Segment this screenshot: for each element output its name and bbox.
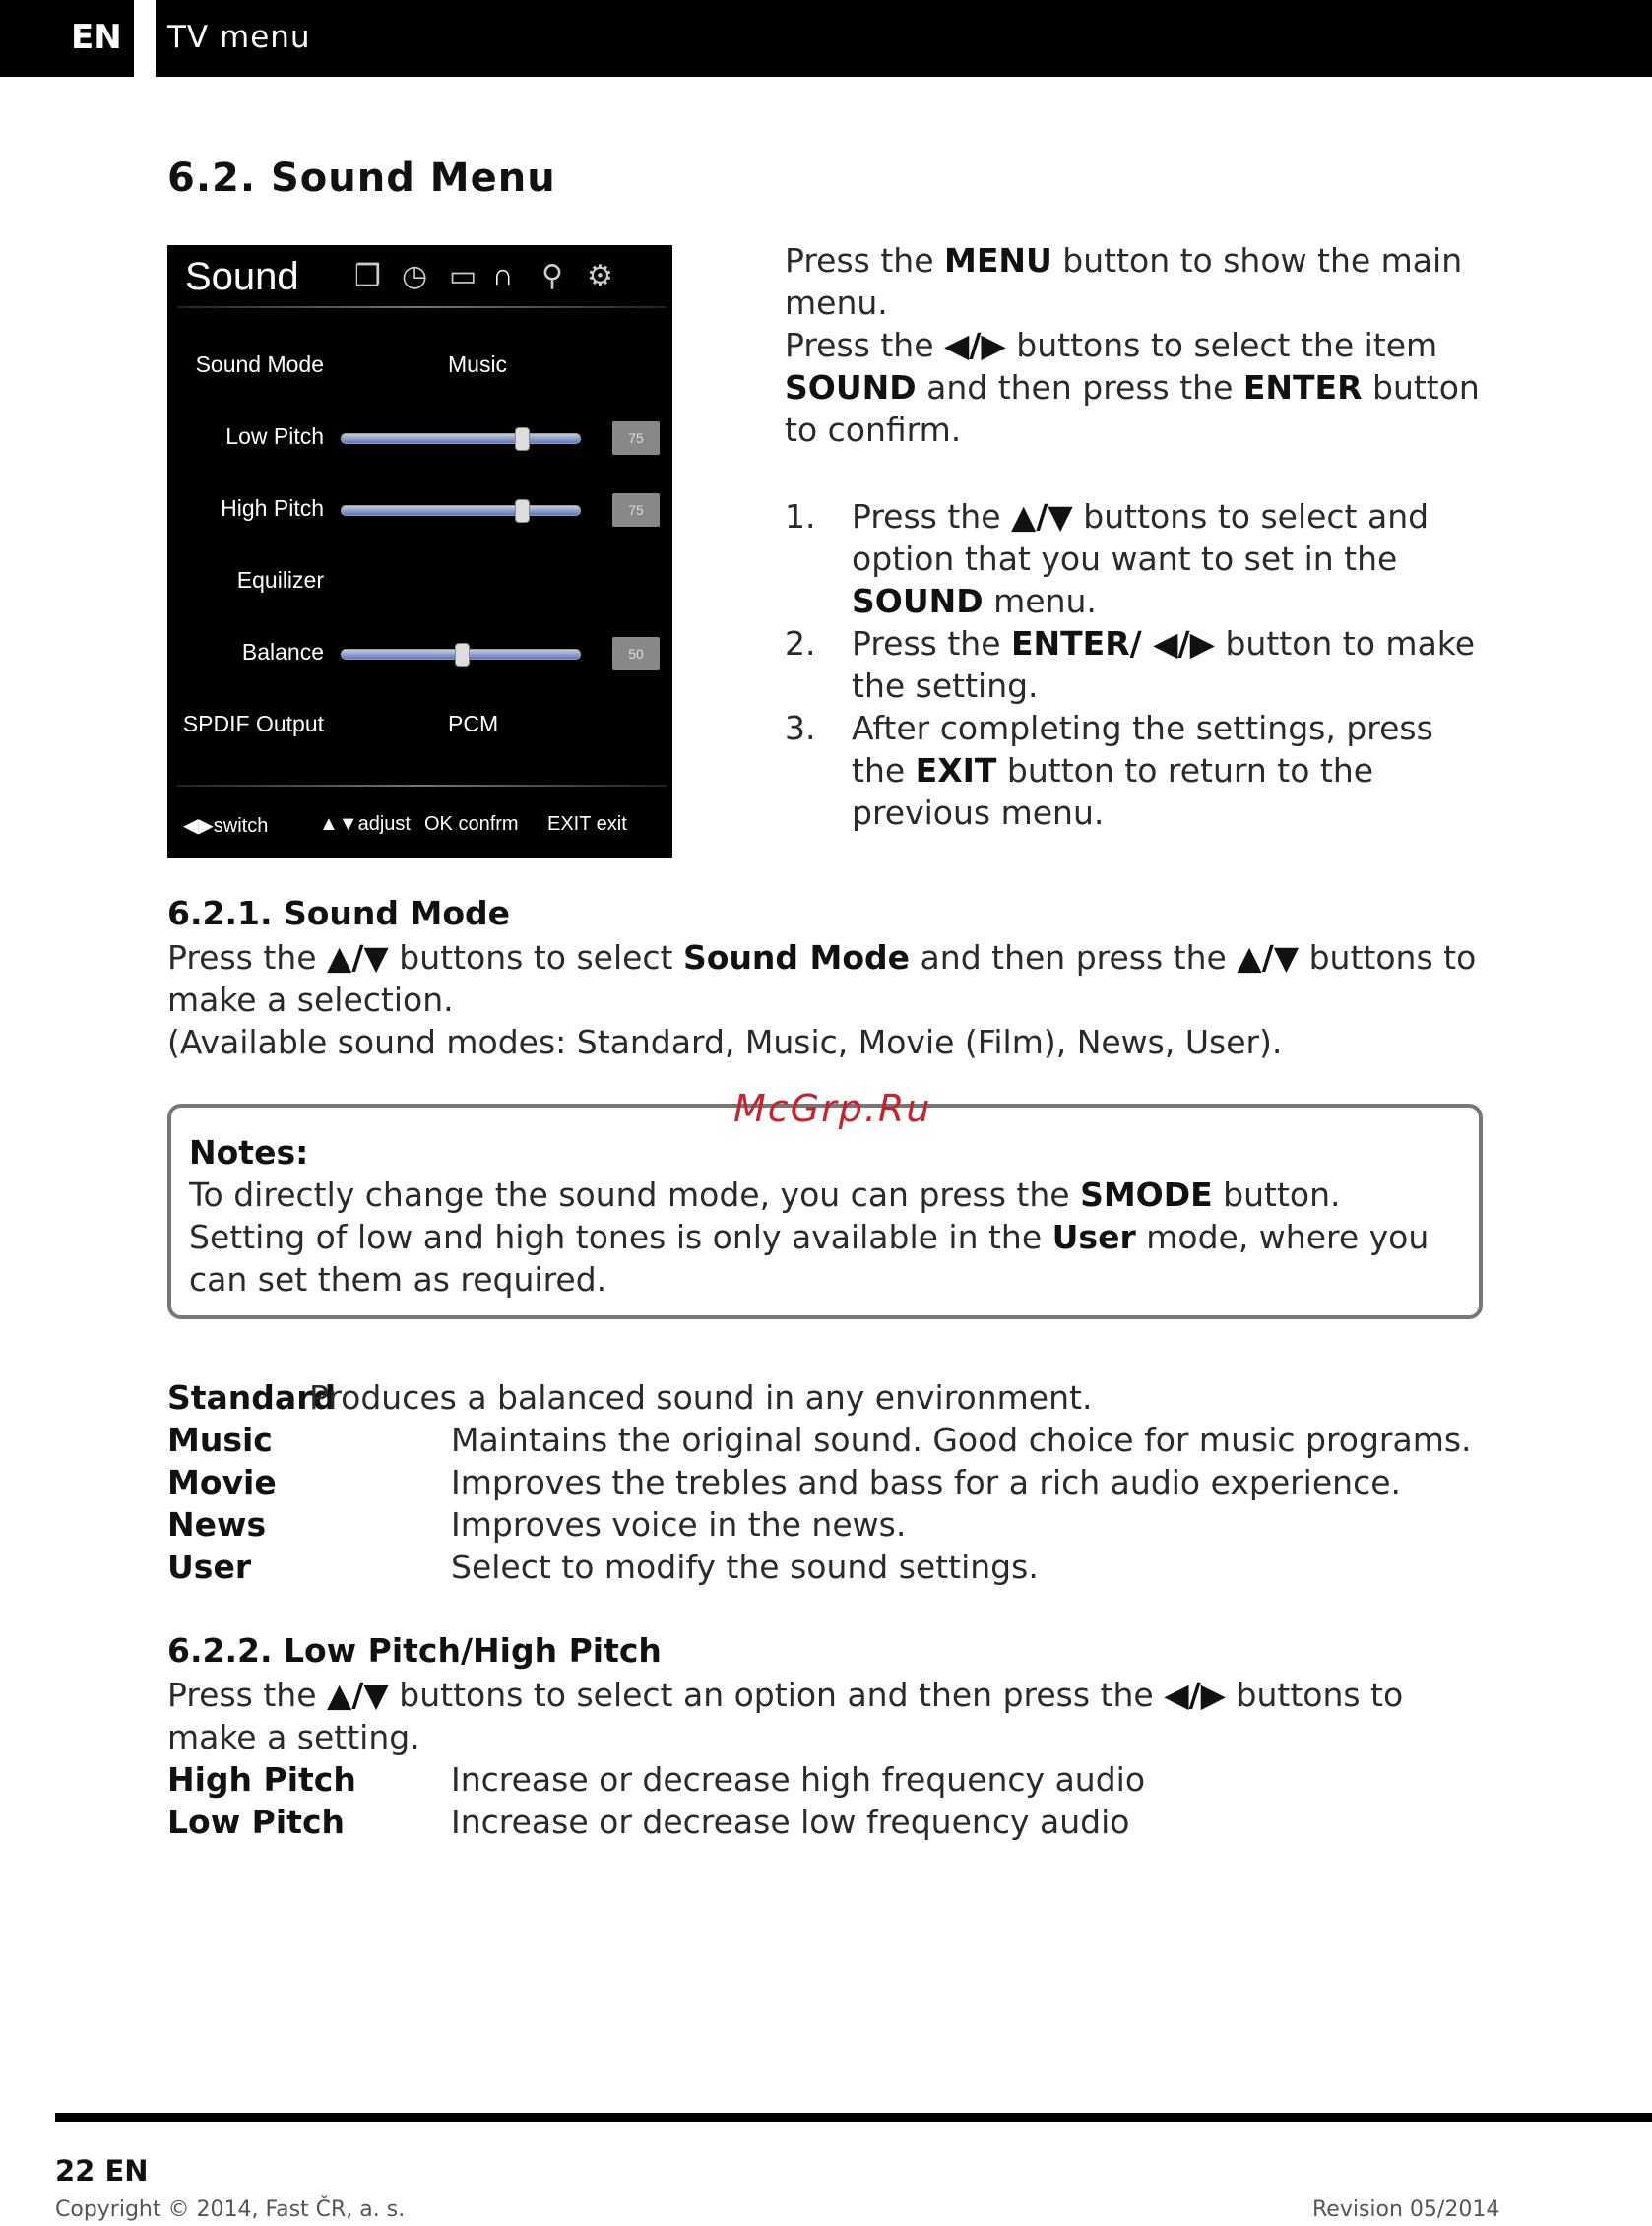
tv-row-label: Balance xyxy=(241,639,324,665)
tv-hint-confirm: OK confrm xyxy=(424,813,519,835)
text: buttons to select and option that you want to set in the xyxy=(852,497,1430,578)
text: Press the xyxy=(852,497,1011,536)
low-pitch-slider xyxy=(341,433,581,444)
description: Improves the trebles and bass for a rich audio experience. xyxy=(451,1463,1402,1501)
page-title: 6.2. Sound Menu xyxy=(167,156,556,201)
sound-keyword: SOUND xyxy=(852,582,984,620)
list-item xyxy=(167,1419,1477,1461)
description: Increase or decrease high frequency audio xyxy=(451,1760,1146,1799)
pitch-list xyxy=(167,1758,1477,1843)
tv-row-label: SPDIF Output xyxy=(182,711,324,736)
up-down-arrows: ▲/▼ xyxy=(327,938,389,977)
tv-row-equilizer xyxy=(167,563,672,603)
page-number: 22 EN xyxy=(55,2154,149,2188)
step-number: 2. xyxy=(785,624,816,663)
sound-mode-text xyxy=(167,936,1477,1063)
smode-keyword: SMODE xyxy=(1080,1176,1213,1214)
tv-row-value: Music xyxy=(448,351,508,377)
text: buttons to make a setting. xyxy=(167,1676,1404,1756)
tv-row-spdif-output xyxy=(167,707,672,746)
step-number: 3. xyxy=(785,709,816,747)
list-item xyxy=(167,1376,1477,1419)
sound-modes-list xyxy=(167,1376,1477,1588)
text: To directly change the sound mode, you can press the xyxy=(189,1176,1081,1214)
clock-icon: ◷ xyxy=(402,260,428,292)
paragraph xyxy=(167,1674,1477,1758)
exit-keyword: EXIT xyxy=(915,751,997,790)
text: button to return to the previous menu. xyxy=(852,751,1374,832)
satellite-icon: ⚲ xyxy=(541,260,563,292)
enter-keyword: ENTER/ ◀/▶ xyxy=(1011,624,1215,663)
term: Movie xyxy=(167,1463,277,1501)
text: Press the xyxy=(167,938,327,977)
footer-divider xyxy=(55,2113,1652,2122)
list-item xyxy=(167,1461,1477,1503)
text: button to confirm. xyxy=(785,368,1480,449)
text: menu. xyxy=(983,582,1097,620)
user-keyword: User xyxy=(1051,1218,1136,1256)
paragraph xyxy=(189,1216,1469,1301)
tv-menu-title: Sound xyxy=(185,255,299,298)
notes-title: Notes: xyxy=(189,1133,309,1172)
language-label: EN xyxy=(71,18,122,57)
text: and then press the xyxy=(916,368,1243,407)
copyright: Copyright © 2014, Fast ČR, a. s. xyxy=(55,2197,406,2222)
text: Press the xyxy=(785,241,944,280)
tv-hint-switch: ◀▶switch xyxy=(183,815,269,837)
pitch-heading: 6.2.2. Low Pitch/High Pitch xyxy=(167,1631,662,1670)
description: Improves voice in the news. xyxy=(451,1505,907,1544)
paragraph xyxy=(167,936,1477,1021)
text: button to make the setting. xyxy=(852,624,1476,705)
gear-icon: ⚙ xyxy=(587,260,613,292)
description: Select to modify the sound settings. xyxy=(451,1548,1039,1586)
text: button. xyxy=(1212,1176,1341,1214)
slider-knob xyxy=(515,427,530,451)
text: buttons to select the item xyxy=(1005,326,1438,364)
text: buttons to select an option and then press the xyxy=(388,1676,1165,1714)
text: Press the xyxy=(785,326,944,364)
tv-row-low-pitch xyxy=(167,419,672,459)
enter-keyword: ENTER xyxy=(1242,368,1363,407)
term: High Pitch xyxy=(167,1760,356,1799)
list-item xyxy=(167,1546,1477,1588)
text: mode, where you can set them as required. xyxy=(189,1218,1430,1299)
paragraph xyxy=(189,1174,1469,1216)
tv-hint-adjust: ▲▼adjust xyxy=(319,813,411,835)
tv-hint-exit: EXIT exit xyxy=(547,813,627,835)
term: News xyxy=(167,1505,267,1544)
notes-box xyxy=(167,1104,1483,1319)
tv-row-label: Low Pitch xyxy=(225,423,324,449)
text: Press the xyxy=(852,624,1011,663)
tv-row-balance xyxy=(167,635,672,674)
watermark: McGrp.Ru xyxy=(733,1087,932,1130)
sound-mode-keyword: Sound Mode xyxy=(683,938,911,977)
headphones-icon: ∩ xyxy=(492,259,514,291)
pitch-text xyxy=(167,1674,1477,1758)
step-number: 1. xyxy=(785,497,816,536)
description: Maintains the original sound. Good choice for music programs. xyxy=(451,1421,1472,1459)
sound-mode-heading: 6.2.1. Sound Mode xyxy=(167,894,511,932)
term: Music xyxy=(167,1421,273,1459)
up-down-arrows: ▲/▼ xyxy=(1011,497,1073,536)
list-item xyxy=(785,707,1493,834)
description: Increase or decrease low frequency audio xyxy=(451,1803,1130,1841)
description: Produces a balanced sound in any environment. xyxy=(309,1378,1093,1417)
slider-knob xyxy=(455,643,470,667)
screen-icon: ▭ xyxy=(449,260,477,292)
tv-bottom-divider xyxy=(177,785,667,787)
text: buttons to select xyxy=(388,938,683,977)
paragraph: (Available sound modes: Standard, Music, Movie (Film), News, User). xyxy=(167,1023,1283,1061)
language-tab xyxy=(0,0,134,77)
text: Press the xyxy=(167,1676,327,1714)
tv-row-label: High Pitch xyxy=(221,495,324,521)
balance-value-badge: 50 xyxy=(612,637,660,670)
tv-row-high-pitch xyxy=(167,491,672,531)
menu-keyword: MENU xyxy=(944,241,1052,280)
tv-menu-icon-bar xyxy=(354,259,650,298)
high-pitch-slider xyxy=(341,505,581,516)
up-down-arrows: ▲/▼ xyxy=(327,1676,389,1714)
list-item xyxy=(167,1503,1477,1546)
section-label: TV menu xyxy=(167,20,311,55)
left-right-arrows: ◀/▶ xyxy=(944,326,1006,364)
term: Standard xyxy=(167,1378,337,1417)
text: and then press the xyxy=(910,938,1238,977)
intro-paragraph xyxy=(785,324,1493,451)
text: After completing the settings, press the xyxy=(852,709,1433,790)
header-bar xyxy=(156,0,1652,77)
3d-icon: ❒ xyxy=(354,260,381,292)
tv-top-divider xyxy=(177,306,667,308)
tv-row-label: Equilizer xyxy=(236,567,324,593)
low-pitch-value-badge: 75 xyxy=(612,421,660,455)
left-right-arrows: ◀/▶ xyxy=(1164,1676,1227,1714)
list-item xyxy=(785,495,1493,622)
sound-keyword: SOUND xyxy=(785,368,917,407)
balance-slider xyxy=(341,649,581,660)
steps-list xyxy=(785,495,1493,834)
tv-row-label: Sound Mode xyxy=(195,351,324,377)
list-item xyxy=(167,1758,1477,1801)
text: button to show the main menu. xyxy=(785,241,1463,322)
intro-paragraph xyxy=(785,239,1493,324)
tv-row-value: PCM xyxy=(448,711,499,736)
term: Low Pitch xyxy=(167,1803,346,1841)
list-item xyxy=(167,1801,1477,1843)
text: buttons to make a selection. xyxy=(167,938,1477,1019)
high-pitch-value-badge: 75 xyxy=(612,493,660,527)
up-down-arrows: ▲/▼ xyxy=(1237,938,1300,977)
tv-sound-menu-screenshot xyxy=(167,245,672,858)
term: User xyxy=(167,1548,252,1586)
notes-text xyxy=(189,1131,1469,1301)
text: Setting of low and high tones is only available in the xyxy=(189,1218,1052,1256)
list-item xyxy=(785,622,1493,707)
intro-text xyxy=(785,239,1493,451)
tv-row-sound-mode xyxy=(167,348,672,387)
revision: Revision 05/2014 xyxy=(1312,2197,1500,2222)
slider-knob xyxy=(515,499,530,523)
